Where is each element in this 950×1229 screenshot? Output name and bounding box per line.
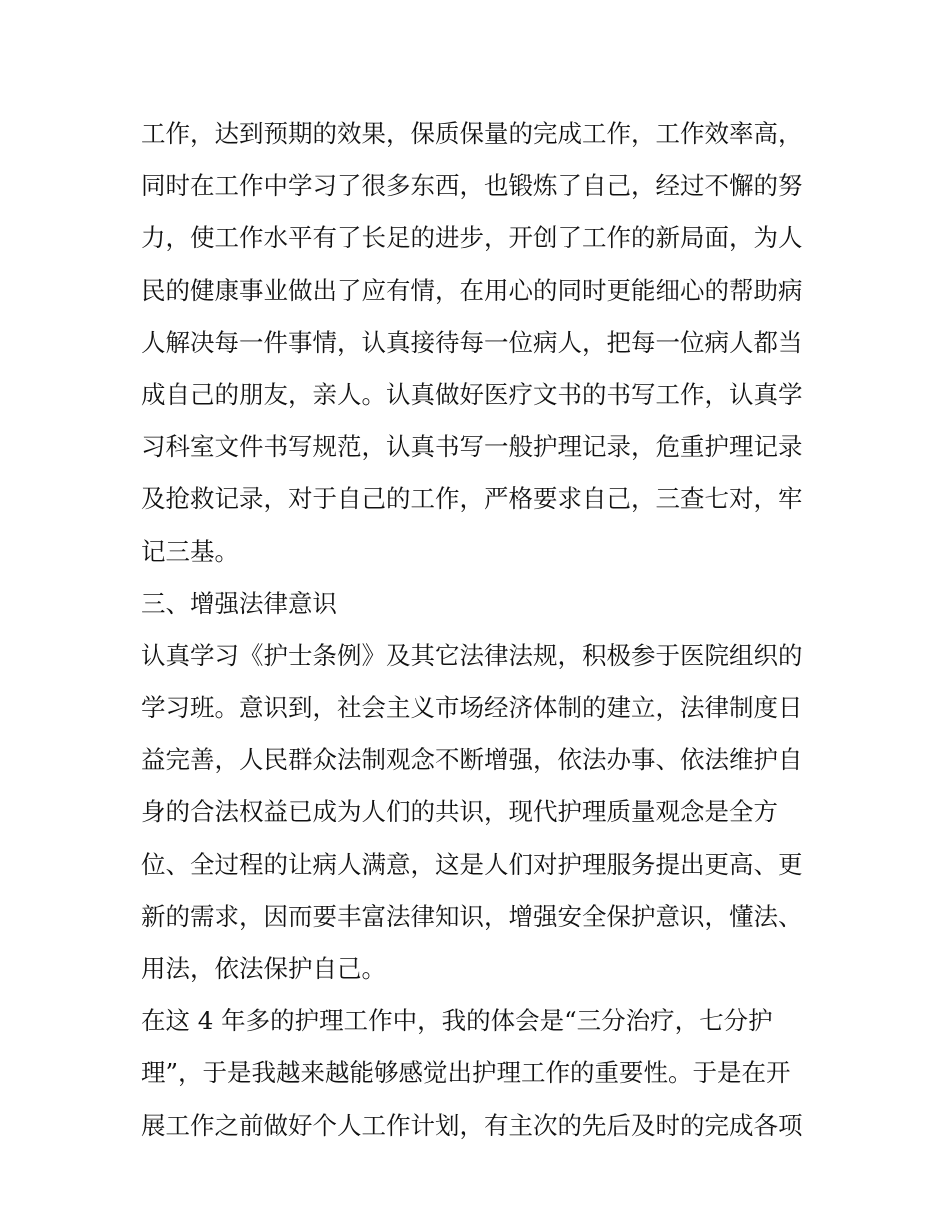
text-line: 展工作之前做好个人工作计划，有主次的先后及时的完成各项 — [141, 1110, 803, 1140]
body-text — [141, 108, 821, 1152]
text-line: 在这 4 年多的护理工作中，我的体会是“三分治疗，七分护 — [141, 1006, 773, 1036]
text-line: 及抢救记录，对于自己的工作，严格要求自己，三查七对，牢 — [141, 484, 803, 514]
text-line: 益完善，人民群众法制观念不断增强，依法办事、依法维护自 — [141, 745, 803, 775]
text-line: 学习班。意识到，社会主义市场经济体制的建立，法律制度日 — [141, 693, 803, 723]
text-line: 位、全过程的让病人满意，这是人们对护理服务提出更高、更 — [141, 849, 803, 879]
text-line: 力，使工作水平有了长足的进步，开创了工作的新局面，为人 — [141, 223, 803, 253]
text-line: 成自己的朋友，亲人。认真做好医疗文书的书写工作，认真学 — [141, 379, 803, 409]
text-line: 理”，于是我越来越能够感觉出护理工作的重要性。于是在开 — [141, 1058, 791, 1088]
text-line: 工作，达到预期的效果，保质保量的完成工作，工作效率高， — [141, 119, 803, 148]
text-line: 记三基。 — [141, 536, 239, 566]
text-line: 人解决每一件事情，认真接待每一位病人，把每一位病人都当 — [141, 327, 803, 357]
text-line: 习科室文件书写规范，认真书写一般护理记录，危重护理记录 — [141, 432, 803, 462]
section-heading: 三、增强法律意识 — [141, 588, 337, 618]
text-line: 民的健康事业做出了应有情，在用心的同时更能细心的帮助病 — [141, 275, 803, 305]
text-line: 新的需求，因而要丰富法律知识，增强安全保护意识，懂法、 — [141, 901, 803, 931]
text-line: 认真学习《护士条例》及其它法律法规，积极参于医院组织的 — [141, 640, 803, 670]
text-line: 身的合法权益已成为人们的共识，现代护理质量观念是全方 — [141, 797, 778, 827]
text-line: 用法，依法保护自己。 — [141, 954, 386, 983]
text-line: 同时在工作中学习了很多东西，也锻炼了自己，经过不懈的努 — [141, 171, 803, 201]
